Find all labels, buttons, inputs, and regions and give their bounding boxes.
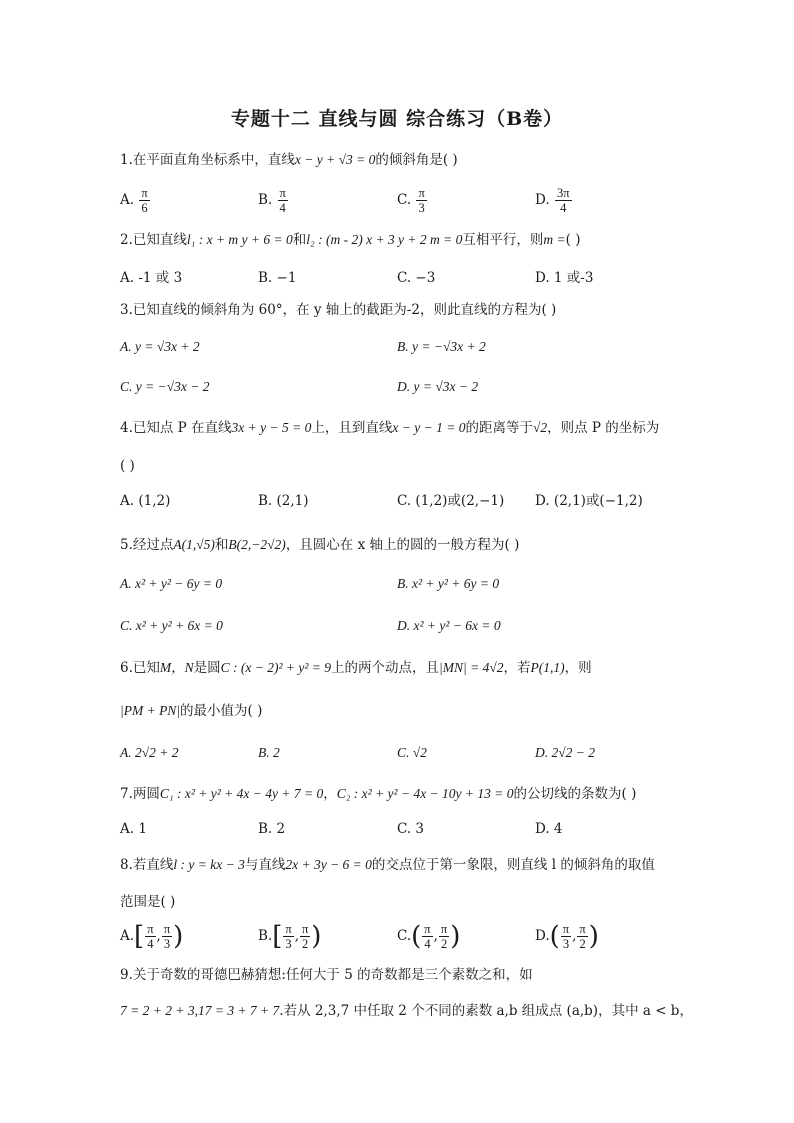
page-title: 专题十二 直线与圆 综合练习（B卷） (230, 108, 564, 130)
question-7-option-d: D. 4 (535, 821, 563, 837)
question-2-option-c: C. −3 (397, 270, 436, 286)
question-1-option-a: A. $\frac{\pi}{6}$ (120, 186, 148, 215)
question-4-option-a: A. (1,2) (120, 493, 171, 509)
question-6-option-b: B. 2 (258, 745, 280, 760)
question-2-option-a: A. -1 或 3 (120, 270, 183, 286)
question-6-stem: 6.已知M，N是圆C : (x − 2)² + y² = 9上的两个动点，且|MN| = 4√2，若P(1,1)，则 (120, 660, 592, 676)
question-8-stem: 8.若直线l : y = kx − 3与直线2x + 3y − 6 = 0的交点位于第一象限，则直线 l 的倾斜角的取值 (120, 857, 655, 873)
question-1-stem: 1.在平面直角坐标系中，直线x − y + √3 = 0的倾斜角是( ) (120, 152, 458, 168)
question-8-stem-line2: 范围是( ) (120, 894, 176, 910)
question-4-stem: 4.已知点 P 在直线3x + y − 5 = 0上，且到直线x − y − 1 = 0的距离等于√2，则点 P 的坐标为 (120, 420, 660, 436)
question-3-option-c: C. y = −√3x − 2 (120, 379, 210, 394)
question-5-option-c: C. x² + y² + 6x = 0 (120, 618, 223, 633)
question-5-option-b: B. x² + y² + 6y = 0 (397, 576, 500, 591)
q1-equation: x − y + √3 = 0 (294, 152, 376, 167)
question-6-option-d: D. 2√2 − 2 (535, 745, 596, 760)
question-7-option-a: A. 1 (120, 821, 147, 837)
question-6-option-c: C. √2 (397, 745, 427, 760)
question-4-option-b: B. (2,1) (258, 493, 309, 509)
question-7-option-b: B. 2 (258, 821, 286, 837)
question-5-stem: 5.经过点A(1,√5)和B(2,−2√2)，且圆心在 x 轴上的圆的一般方程为( ) (120, 537, 520, 553)
question-7-option-c: C. 3 (397, 821, 425, 837)
vector-expression: |PM + PN| (120, 703, 181, 718)
question-2-option-b: B. −1 (258, 270, 297, 286)
question-1-option-b: B. $\frac{\pi}{4}$ (258, 186, 286, 215)
question-5-option-d: D. x² + y² − 6x = 0 (397, 618, 501, 633)
question-9-stem: 9.关于奇数的哥德巴赫猜想:任何大于 5 的奇数都是三个素数之和，如 (120, 967, 533, 983)
question-8-option-c: C.( $\frac{\pi}{4}$ , $\frac{\pi}{2}$ ) (397, 921, 461, 952)
question-9-stem-line2: 7 = 2 + 2 + 3,17 = 3 + 7 + 7.若从 2,3,7 中任取 2 个不同的素数 a,b 组成点 (a,b)，其中 a < b， (120, 1003, 693, 1019)
question-4-stem-line2: ( ) (120, 458, 135, 474)
question-8-option-b: B.[ $\frac{\pi}{3}$ , $\frac{\pi}{2}$ ) (258, 921, 322, 952)
fraction: $\frac{\pi}{3}$ (418, 186, 425, 215)
question-6-stem-line2: |PM + PN|的最小值为( ) (120, 703, 263, 719)
question-2-option-d: D. 1 或-3 (535, 270, 594, 286)
question-1-option-c: C. $\frac{\pi}{3}$ (397, 186, 425, 215)
question-3-option-a: A. y = √3x + 2 (120, 339, 200, 354)
fraction: $\frac{\pi}{6}$ (141, 186, 148, 215)
fraction: $\frac{3\pi}{4}$ (556, 186, 570, 215)
question-1-option-d: D. $\frac{3\pi}{4}$ (535, 186, 570, 215)
question-4-option-d: D. (2,1)或(−1,2) (535, 493, 643, 509)
question-7-stem: 7.两圆C₁ : x² + y² + 4x − 4y + 7 = 0，C₂ : x² + y² − 4x − 10y + 13 = 0的公切线的条数为( ) (120, 786, 637, 802)
question-8-option-d: D.( $\frac{\pi}{3}$ , $\frac{\pi}{2}$ ) (535, 921, 599, 952)
question-4-option-c: C. (1,2)或(2,−1) (397, 493, 505, 509)
question-8-option-a: A.[ $\frac{\pi}{4}$ , $\frac{\pi}{3}$ ) (120, 921, 184, 952)
question-3-option-b: B. y = −√3x + 2 (397, 339, 486, 354)
question-6-option-a: A. 2√2 + 2 (120, 745, 179, 760)
question-5-option-a: A. x² + y² − 6y = 0 (120, 576, 223, 591)
question-3-stem: 3.已知直线的倾斜角为 60°，在 y 轴上的截距为-2，则此直线的方程为( ) (120, 302, 557, 318)
question-2-stem: 2.已知直线l₁ : x + m y + 6 = 0和l₂ : (m - 2) x + 3 y + 2 m = 0互相平行，则m =( ) (120, 232, 581, 248)
question-3-option-d: D. y = √3x − 2 (397, 379, 479, 394)
fraction: $\frac{\pi}{4}$ (279, 186, 286, 215)
